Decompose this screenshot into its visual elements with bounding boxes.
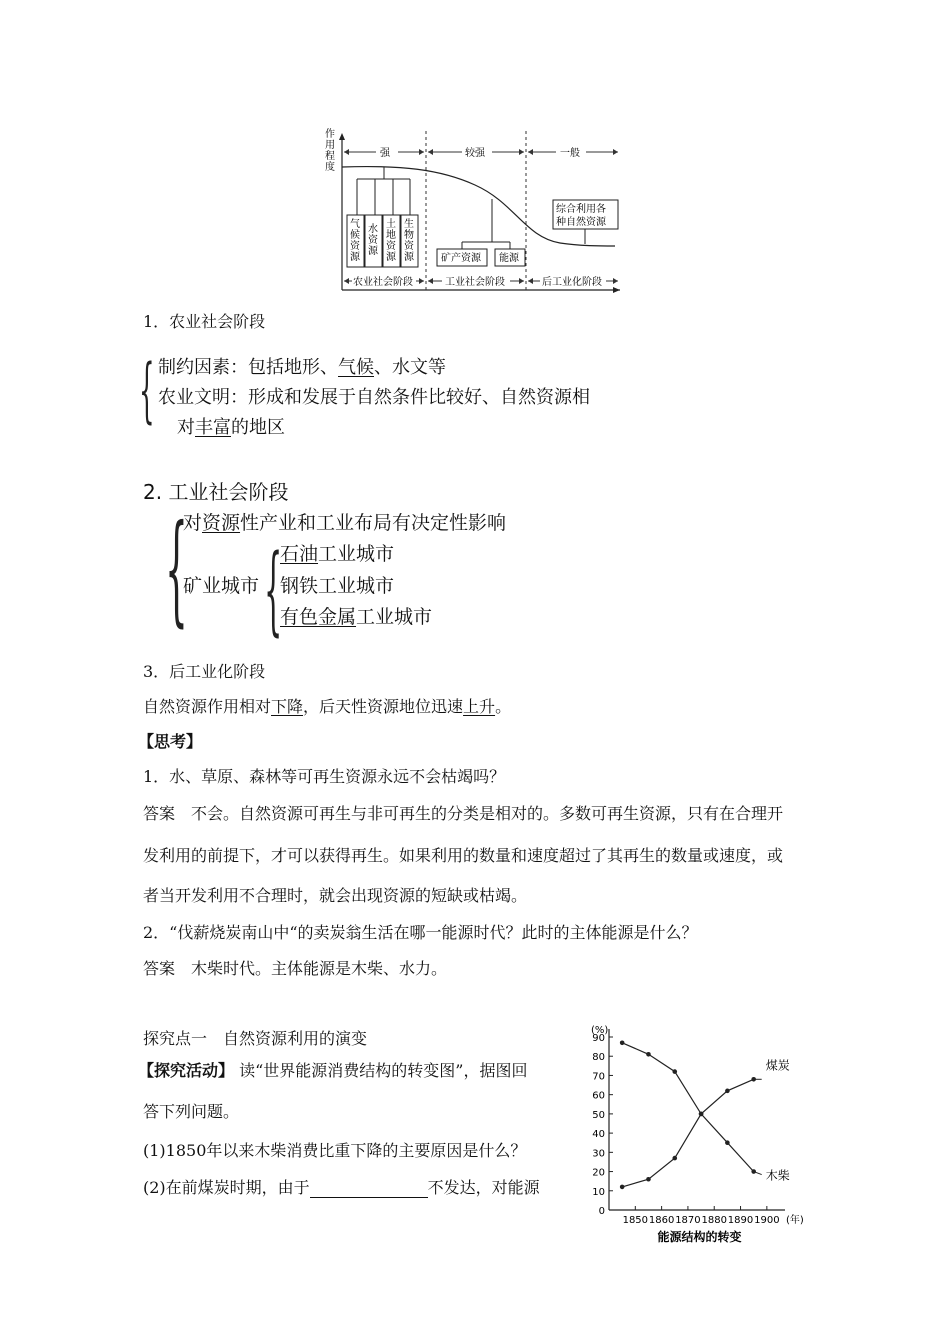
sec1-line3-underlined: 丰富 xyxy=(195,417,231,438)
y-tick-label: 80 xyxy=(592,1052,605,1064)
y-tick-label: 0 xyxy=(598,1206,605,1217)
x-tick-label: 1850 xyxy=(622,1215,649,1226)
x-tick-label: 1900 xyxy=(754,1215,780,1226)
sec3-p-u1: 下降 xyxy=(271,697,304,716)
chart-title: 能源结构的转变 xyxy=(657,1230,742,1244)
explore-activity-tag: 【探究活动】 xyxy=(138,1061,235,1080)
sec2-city1-underlined: 石油 xyxy=(280,543,319,565)
think-q1: 1．水、草原、森林等可再生资源永远不会枯竭吗？ xyxy=(143,767,506,786)
top-label-normal: 一般 xyxy=(560,148,580,159)
diagram-y-label: 作用程度 xyxy=(325,129,335,173)
explore-activity-line2: 答下列问题。 xyxy=(143,1102,240,1121)
box-combined-1: 综合利用各 xyxy=(556,204,606,215)
explore-q1: (1)1850年以来木柴消费比重下降的主要原因是什么？ xyxy=(143,1141,527,1160)
top-label-stronger: 较强 xyxy=(465,148,485,159)
resource-stage-diagram xyxy=(320,125,630,295)
sec1-line1 xyxy=(158,357,446,379)
sec3-paragraph xyxy=(143,697,511,717)
sec1-line1-prefix: 制约因素：包括地形、 xyxy=(158,357,338,378)
sec1-line1-suffix: 、水文等 xyxy=(374,357,446,378)
sec1-line2: 农业文明：形成和发展于自然条件比较好、自然资源相 xyxy=(158,387,590,408)
think-q2: 2．“伐薪烧炭南山中“的卖炭翁生活在哪一能源时代？此时的主体能源是什么？ xyxy=(143,923,698,942)
sec2-line1-prefix: 对 xyxy=(183,512,203,534)
series-line-wood xyxy=(622,1043,754,1172)
sec1-heading: 1．农业社会阶段 xyxy=(143,312,266,331)
data-point xyxy=(725,1089,730,1094)
y-tick-label: 90 xyxy=(592,1033,605,1044)
explore-title: 探究点一 自然资源利用的演变 xyxy=(143,1029,368,1048)
explore-activity-text: 读“世界能源消费结构的转变图”，据图回 xyxy=(239,1061,528,1080)
sec2-city3-underlined: 有色金属 xyxy=(280,606,357,628)
sec2-city1-suffix: 工业城市 xyxy=(318,543,395,565)
data-point xyxy=(646,1052,651,1057)
y-tick-label: 10 xyxy=(592,1186,605,1198)
x-axis-unit: (年) xyxy=(786,1215,804,1226)
sec2-outer-brace: { xyxy=(165,500,188,639)
explore-q2-a: (2)在前煤炭时期，由于 xyxy=(143,1178,310,1197)
sec2-line1 xyxy=(183,511,506,535)
sec3-p-a: 自然资源作用相对 xyxy=(143,697,272,716)
sec2-mining-label: 矿业城市 xyxy=(183,575,260,597)
box-combined-2: 种自然资源 xyxy=(556,217,606,228)
sec2-line1-underlined: 资源 xyxy=(202,512,241,534)
sec2-city1 xyxy=(280,542,394,566)
data-point xyxy=(672,1069,677,1074)
box-mineral: 矿产资源 xyxy=(441,253,481,264)
box-climate: 气候资源 xyxy=(350,219,360,263)
y-tick-label: 60 xyxy=(592,1090,605,1102)
sec1-line3 xyxy=(177,417,285,439)
legend-wood: 木柴 xyxy=(765,1168,790,1183)
x-tick-label: 1860 xyxy=(648,1215,675,1226)
y-tick-label: 50 xyxy=(592,1109,605,1121)
x-tick-label: 1880 xyxy=(701,1215,727,1226)
think-a1-line1: 答案 不会。自然资源可再生与非可再生的分类是相对的。多数可再生资源，只有在合理开 xyxy=(143,804,784,823)
data-point xyxy=(620,1040,625,1045)
sec1-line1-underlined: 气候 xyxy=(338,357,374,378)
data-point xyxy=(620,1185,625,1190)
data-point xyxy=(646,1177,651,1182)
sec2-city2: 钢铁工业城市 xyxy=(280,575,395,597)
explore-q2 xyxy=(143,1178,540,1198)
sec1-line3-prefix: 对 xyxy=(177,417,195,438)
y-tick-label: 70 xyxy=(592,1071,605,1083)
data-point xyxy=(699,1112,704,1117)
y-axis-unit: (%) xyxy=(591,1025,609,1036)
y-tick-label: 30 xyxy=(592,1148,605,1160)
sec2-heading: 2. 工业社会阶段 xyxy=(143,480,289,504)
box-bio: 生物资源 xyxy=(404,219,414,263)
bottom-label-post: 后工业化阶段 xyxy=(542,277,602,288)
top-label-strong: 强 xyxy=(380,148,390,159)
energy-structure-chart xyxy=(585,1025,830,1250)
series-line-coal xyxy=(622,1079,754,1187)
bottom-label-ind: 工业社会阶段 xyxy=(445,277,505,288)
legend-coal: 煤炭 xyxy=(765,1058,790,1073)
box-water: 水资源 xyxy=(368,224,378,257)
think-a2: 答案 木柴时代。主体能源是木柴、水力。 xyxy=(143,959,448,978)
data-point xyxy=(725,1140,730,1145)
answer-blank[interactable] xyxy=(310,1181,428,1198)
sec3-heading: 3．后工业化阶段 xyxy=(143,662,266,681)
sec2-inner-brace: { xyxy=(264,534,283,646)
bottom-label-agri: 农业社会阶段 xyxy=(353,277,413,288)
think-heading: 【思考】 xyxy=(138,732,203,751)
sec3-p-u2: 上升 xyxy=(463,697,496,716)
explore-q2-b: 不发达，对能源 xyxy=(427,1178,540,1197)
sec1-line3-suffix: 的地区 xyxy=(231,417,285,438)
sec2-line1-suffix: 性产业和工业布局有决定性影响 xyxy=(240,512,507,534)
sec2-city3 xyxy=(280,605,432,629)
y-tick-label: 20 xyxy=(592,1167,605,1179)
think-a1-line3: 者当开发利用不合理时，就会出现资源的短缺或枯竭。 xyxy=(143,886,528,905)
sec1-brace: { xyxy=(139,349,155,431)
x-tick-label: 1890 xyxy=(727,1215,754,1226)
data-point xyxy=(672,1156,677,1161)
think-a1-line2: 发利用的前提下，才可以获得再生。如果利用的数量和速度超过了其再生的数量或速度，或 xyxy=(143,846,784,865)
y-tick-label: 40 xyxy=(592,1129,605,1141)
sec2-city3-suffix: 工业城市 xyxy=(356,606,433,628)
x-tick-label: 1870 xyxy=(675,1215,701,1226)
sec3-p-b: ，后天性资源地位迅速 xyxy=(303,697,464,716)
sec3-p-c: 。 xyxy=(495,697,512,716)
box-energy: 能源 xyxy=(499,253,519,264)
box-land: 土地资源 xyxy=(386,219,396,263)
explore-activity-line1 xyxy=(138,1061,527,1081)
